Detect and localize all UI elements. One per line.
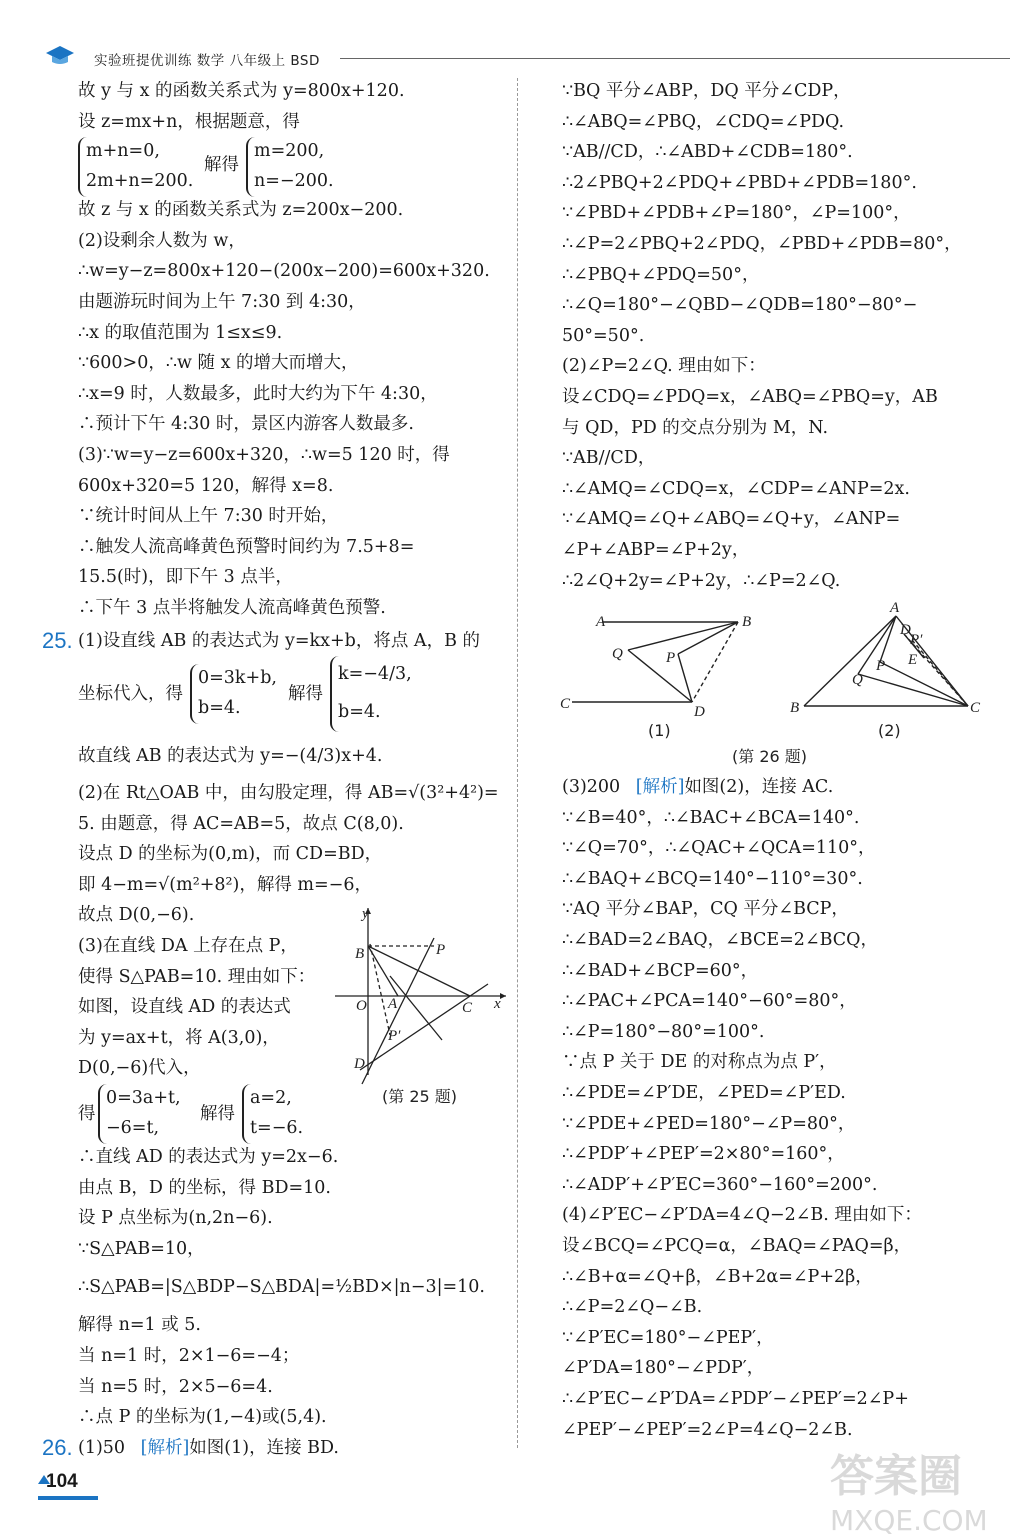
text-line: 故 y 与 x 的函数关系式为 y=800x+120. [78, 81, 405, 101]
q26-part3: (3)200 [解析]如图(2)，连接 AC. [562, 777, 834, 798]
text-line: (3)∵w=y−z=600x+320，∴w=5 120 时，得 [78, 444, 450, 465]
text-line: ∴2∠PBQ+2∠PDQ+∠PBD+∠PDB=180°. [562, 172, 917, 193]
q25-line: 25. (1)设直线 AB 的表达式为 y=kx+b，将点 A，B 的 [78, 626, 538, 657]
text-line: ∴w=y−z=800x+120−(200x−200)=600x+320. [78, 261, 490, 282]
text-line: ∴∠P=2∠PBQ+2∠PDQ，∠PBD+∠PDB=80°， [562, 233, 962, 254]
text-line: ∴∠PDE=∠P′DE，∠PED=∠P′ED. [562, 1083, 846, 1104]
text-line: 当 n=1 时，2×1−6=−4； [78, 1346, 300, 1366]
svg-text:B: B [790, 700, 800, 717]
text-line: ∴∠B+α=∠Q+β，∠B+2α=∠P+2β， [562, 1266, 873, 1287]
svg-text:P′: P′ [910, 632, 923, 649]
text-line: 故点 D(0,−6). [78, 905, 195, 926]
svg-text:(1): (1) [648, 721, 671, 741]
text-line: ∴下午 3 点半将触发人流高峰黄色预警. [78, 597, 386, 618]
text-line: 使得 S△PAB=10. 理由如下： [78, 966, 316, 987]
figure-caption: (第 25 题) [382, 1087, 458, 1106]
text-line: 设∠BCQ=∠PCQ=α，∠BAQ=∠PAQ=β， [562, 1236, 912, 1256]
left-column [42, 76, 538, 1463]
fig25-label: D [354, 1056, 365, 1072]
text-line: ∵AB//CD，∴∠ABD+∠CDB=180°. [562, 142, 853, 163]
text-line: ∴预计下午 4:30 时，景区内游客人数最多. [78, 414, 414, 435]
text-line: 设 P 点坐标为(n,2n−6). [78, 1208, 273, 1229]
svg-text:D: D [694, 704, 705, 721]
header-rule [340, 58, 1010, 59]
fig25-label: x [494, 996, 501, 1012]
svg-text:B: B [742, 614, 752, 631]
question-number: 25. [42, 627, 73, 653]
text-line: ∴∠P=2∠Q−∠B. [562, 1297, 703, 1318]
analysis-tag: [解析] [635, 777, 685, 798]
text-line: (3)在直线 DA 上存在点 P， [78, 936, 298, 957]
text-line: 设点 D 的坐标为(0,m)，而 CD=BD， [78, 844, 383, 865]
text-line: 由点 B，D 的坐标，得 BD=10. [78, 1177, 331, 1198]
text-line: (2)∠P=2∠Q. 理由如下： [562, 356, 766, 377]
analysis-tag: [解析] [140, 1437, 190, 1458]
text-line: ∵S△PAB=10， [78, 1238, 205, 1259]
text-line: ∠PEP′−∠PEP′=2∠P=4∠Q−2∠B. [562, 1419, 853, 1440]
text-line: ∴x=9 时，人数最多，此时大约为下午 4:30， [78, 383, 438, 404]
fig25-label: y [362, 906, 369, 922]
text-line: 即 4−m=√(m²+8²)，解得 m=−6， [78, 874, 372, 895]
right-column [562, 76, 1022, 1445]
text-line: 600x+320=5 120，解得 x=8. [78, 475, 334, 496]
text-line: 设 z=mx+n，根据题意，得 [78, 111, 300, 132]
text-line: ∵∠B=40°，∴∠BAC+∠BCA=140°. [562, 807, 860, 828]
text-line: ∴∠PDP′+∠PEP′=2×80°=160°， [562, 1144, 845, 1165]
text-line: 由题游玩时间为上午 7:30 到 4:30， [78, 291, 366, 312]
svg-text:C: C [560, 696, 571, 713]
fig25-label: A [388, 996, 398, 1012]
svg-text:E: E [908, 652, 918, 669]
text-line: ∴S△PAB=|S△BDP−S△BDA|=½BD×|n−3|=10. [78, 1277, 485, 1298]
text-line: 与 QD，PD 的交点分别为 M，N. [562, 417, 829, 438]
text-line: ∴∠Q=180°−∠QBD−∠QDB=180°−80°− [562, 295, 918, 316]
figure-caption: (第 26 题) [732, 747, 808, 767]
fig25-label: O [356, 998, 367, 1014]
svg-text:P: P [876, 658, 886, 675]
svg-text:(2): (2) [878, 721, 901, 741]
page-bar [38, 1496, 98, 1500]
svg-text:C: C [970, 700, 981, 717]
svg-text:P: P [666, 650, 676, 667]
text-line: ∴∠P′EC−∠P′DA=∠PDP′−∠PEP′=2∠P+ [562, 1388, 909, 1409]
text-line: ∴∠PBQ+∠PDQ=50°， [562, 264, 760, 285]
text-line: 设∠CDQ=∠PDQ=x，∠ABQ=∠PBQ=y，AB [562, 386, 938, 407]
text-line: ∵∠PDE+∠PED=180°−∠P=80°， [562, 1113, 856, 1134]
text-line: 15.5(时)，即下午 3 点半， [78, 567, 293, 588]
text-line: ∴∠BAD+∠BCP=60°， [562, 960, 759, 981]
text-line: 为 y=ax+t，将 A(3,0)， [78, 1027, 280, 1048]
text-line: ∴2∠Q+2y=∠P+2y，∴∠P=2∠Q. [562, 570, 841, 591]
text-line: ∵∠AMQ=∠Q+∠ABQ=∠Q+y，∠ANP= [562, 509, 901, 530]
text-line: ∴∠ABQ=∠PBQ，∠CDQ=∠PDQ. [562, 111, 845, 132]
svg-text:D: D [900, 622, 911, 639]
text-line: ∠P+∠ABP=∠P+2y， [562, 539, 750, 560]
text-line: ∵∠P′EC=180°−∠PEP′， [562, 1327, 774, 1348]
text-line: D(0,−6)代入， [78, 1058, 201, 1079]
text-line: ∴点 P 的坐标为(1,−4)或(5,4). [78, 1407, 327, 1428]
text-line: ∴∠BAD=2∠BAQ，∠BCE=2∠BCQ， [562, 930, 879, 951]
svg-text:Q: Q [612, 646, 623, 663]
page-number: 104 [46, 1471, 78, 1492]
text-line: ∵BQ 平分∠ABP，DQ 平分∠CDP， [562, 81, 851, 101]
fig25-label: B [355, 946, 365, 962]
text-line: 故 z 与 x 的函数关系式为 z=200x−200. [78, 200, 404, 221]
text-line: ∴∠P=180°−80°=100°. [562, 1021, 765, 1042]
text-line: 5. 由题意，得 AC=AB=5，故点 C(8,0). [78, 813, 404, 834]
text-line: 50°=50°. [562, 325, 645, 346]
svg-text:Q: Q [852, 672, 863, 689]
text-line: 解得 n=1 或 5. [78, 1315, 201, 1336]
graduation-cap-icon [45, 44, 75, 66]
text-line: (4)∠P′EC−∠P′DA=4∠Q−2∠B. 理由如下： [562, 1205, 922, 1226]
text-line: ∴触发人流高峰黄色预警时间约为 7.5+8= [78, 536, 415, 557]
text-line: ∵点 P 关于 DE 的对称点为点 P′， [562, 1052, 837, 1073]
fig25-label: C [462, 1000, 473, 1016]
text-line: ∵AB//CD， [562, 448, 656, 469]
equation-system: m+n=0, 2m+n=200. 解得 m=200, n=−200. [78, 137, 538, 195]
q26-line: 26. (1)50 [解析]如图(1)，连接 BD. [78, 1433, 538, 1464]
text-line: ∵AQ 平分∠BAP，CQ 平分∠BCP， [562, 899, 849, 920]
figure-25 [330, 900, 510, 1110]
q25-system-2: 得 0=3a+t, −6=t, 解得 a=2, t=−6. [78, 1084, 538, 1142]
q25-system: 坐标代入，得 0=3k+b, b=4. 解得 k=−4/3, b=4. [78, 656, 538, 734]
text-line: ∵∠Q=70°，∴∠QAC+∠QCA=110°， [562, 838, 876, 859]
text-line: ∠P′DA=180°−∠PDP′， [562, 1358, 765, 1379]
text-line: (2)设剩余人数为 w， [78, 230, 246, 251]
text-line: ∴∠PAC+∠PCA=140°−60°=80°， [562, 991, 857, 1012]
text-line: ∴∠AMQ=∠CDQ=x，∠CDP=∠ANP=2x. [562, 478, 910, 499]
text-line: 当 n=5 时，2×5−6=4. [78, 1376, 273, 1397]
text-line: ∴x 的取值范围为 1≤x≤9. [78, 322, 283, 343]
text-line: ∴直线 AD 的表达式为 y=2x−6. [78, 1147, 339, 1168]
watermark: 答案圈 MXQE.COM [830, 1451, 988, 1537]
question-number: 26. [42, 1434, 73, 1460]
text-line: 如图，设直线 AD 的表达式 [78, 997, 291, 1018]
figure-26 [558, 596, 998, 772]
svg-text:A: A [596, 614, 606, 631]
page-header [30, 40, 1010, 70]
text-line: (2)在 Rt△OAB 中，由勾股定理，得 AB=√(3²+4²)= [78, 783, 499, 804]
svg-text:A: A [890, 600, 900, 617]
text-line: 故直线 AB 的表达式为 y=−(4/3)x+4. [78, 746, 383, 767]
text-line: ∴∠ADP′+∠P′EC=360°−160°=200°. [562, 1174, 878, 1195]
text-line: ∵统计时间从上午 7:30 时开始， [78, 506, 339, 527]
fig25-label: P′ [388, 1028, 401, 1044]
text-line: ∴∠BAQ+∠BCQ=140°−110°=30°. [562, 868, 863, 889]
text-line: ∵∠PBD+∠PDB+∠P=180°，∠P=100°， [562, 203, 911, 224]
header-title: 实验班提优训练 数学 八年级上 BSD [94, 53, 320, 69]
text-line: ∵600>0，∴w 随 x 的增大而增大， [78, 353, 359, 374]
fig25-label: P [436, 942, 446, 958]
